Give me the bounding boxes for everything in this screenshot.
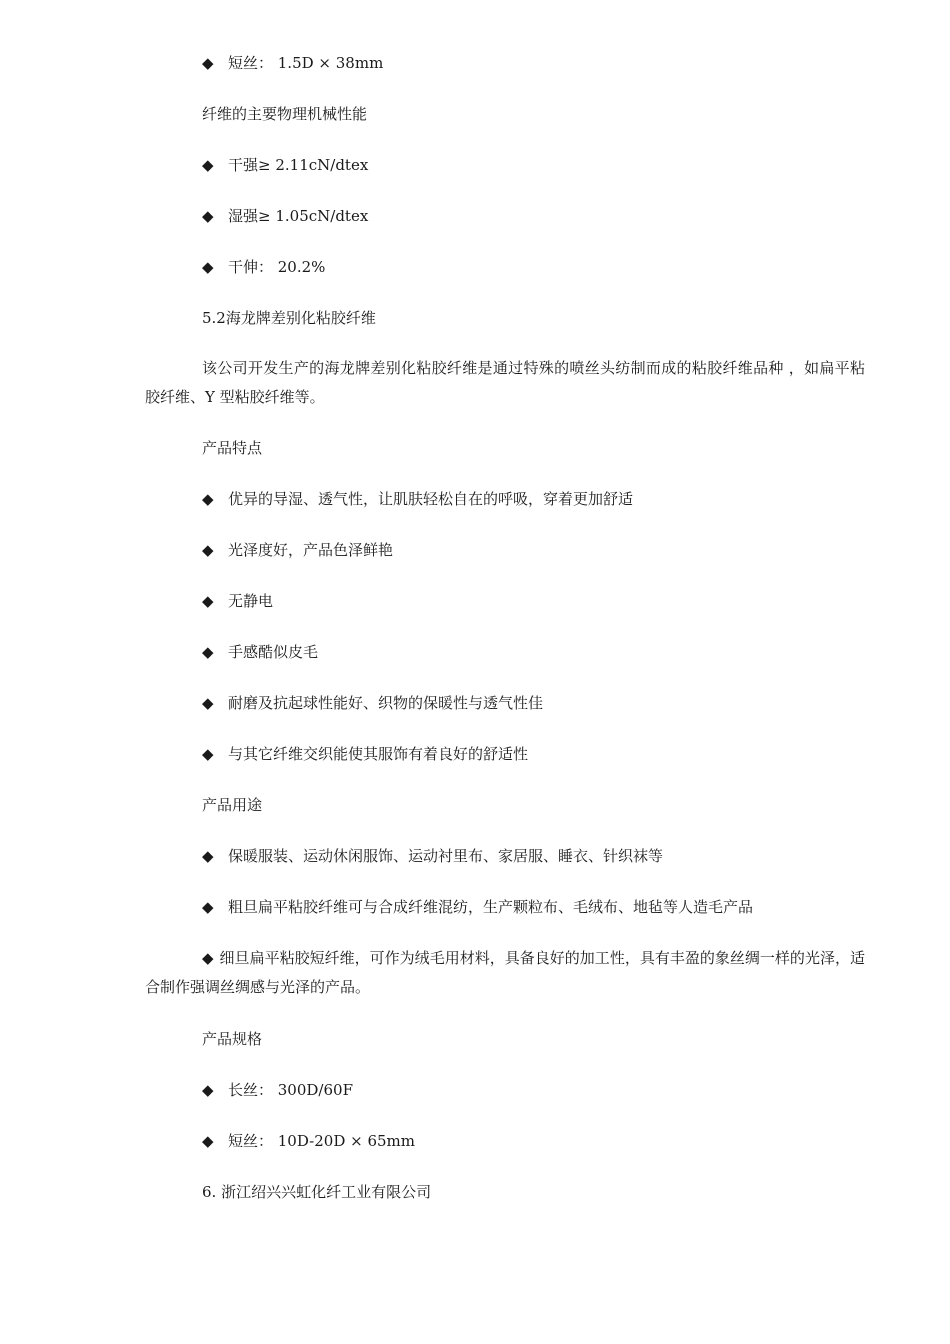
diamond-bullet-icon: ◆ bbox=[202, 1132, 214, 1150]
line-text: 耐磨及抗起球性能好、织物的保暖性与透气性佳 bbox=[228, 694, 544, 712]
spec-short-fiber-1 bbox=[202, 53, 383, 73]
use-item-coarse-denier bbox=[202, 897, 753, 917]
section-heading-features bbox=[202, 438, 262, 458]
feature-item-hand-feel bbox=[202, 642, 318, 662]
line-text: 5.2海龙牌差别化粘胶纤维 bbox=[202, 309, 376, 327]
line-text: 干强≥ 2.11cN/dtex bbox=[228, 156, 369, 174]
diamond-bullet-icon: ◆ bbox=[202, 1081, 214, 1099]
diamond-bullet-icon: ◆ bbox=[202, 949, 214, 967]
line-text: 优异的导湿、透气性，让肌肤轻松自在的呼吸，穿着更加舒适 bbox=[228, 490, 634, 508]
diamond-bullet-icon: ◆ bbox=[202, 694, 214, 712]
line-text: 长丝： 300D/60F bbox=[228, 1081, 353, 1099]
diamond-bullet-icon: ◆ bbox=[202, 54, 214, 72]
spec-dry-elongation bbox=[202, 257, 325, 277]
intro-paragraph bbox=[145, 354, 865, 412]
diamond-bullet-icon: ◆ bbox=[202, 745, 214, 763]
paragraph-text: 该公司开发生产的海龙牌差别化粘胶纤维是通过特殊的喷丝头纺制而成的粘胶纤维品种 ，如扁平粘胶纤维、Y 型粘胶纤维等。 bbox=[145, 359, 865, 406]
diamond-bullet-icon: ◆ bbox=[202, 156, 214, 174]
diamond-bullet-icon: ◆ bbox=[202, 898, 214, 916]
line-text: 湿强≥ 1.05cN/dtex bbox=[228, 207, 369, 225]
spec-filament bbox=[202, 1080, 353, 1100]
feature-item-comfort bbox=[202, 744, 528, 764]
feature-item-antistatic bbox=[202, 591, 273, 611]
line-text: 与其它纤维交织能使其服饰有着良好的舒适性 bbox=[228, 745, 529, 763]
diamond-bullet-icon: ◆ bbox=[202, 490, 214, 508]
feature-item-luster bbox=[202, 540, 393, 560]
line-text: 短丝： 10D-20D × 65mm bbox=[228, 1132, 415, 1150]
line-text: 产品用途 bbox=[202, 796, 263, 814]
line-text: 粗旦扁平粘胶纤维可与合成纤维混纺，生产颗粒布、毛绒布、地毡等人造毛产品 bbox=[228, 898, 754, 916]
diamond-bullet-icon: ◆ bbox=[202, 541, 214, 559]
spec-wet-strength bbox=[202, 206, 368, 226]
section-heading-6 bbox=[202, 1182, 431, 1202]
line-text: 产品特点 bbox=[202, 439, 263, 457]
spec-short-fiber-2 bbox=[202, 1131, 415, 1151]
diamond-bullet-icon: ◆ bbox=[202, 207, 214, 225]
feature-item-abrasion bbox=[202, 693, 543, 713]
diamond-bullet-icon: ◆ bbox=[202, 258, 214, 276]
use-item-fine-denier bbox=[145, 944, 865, 1002]
line-text: 纤维的主要物理机械性能 bbox=[202, 105, 368, 123]
line-text: 无静电 bbox=[228, 592, 274, 610]
line-text: 短丝： 1.5D × 38mm bbox=[228, 54, 384, 72]
section-heading-specs bbox=[202, 1029, 262, 1049]
line-text: 产品规格 bbox=[202, 1030, 263, 1048]
diamond-bullet-icon: ◆ bbox=[202, 592, 214, 610]
diamond-bullet-icon: ◆ bbox=[202, 643, 214, 661]
section-heading-uses bbox=[202, 795, 262, 815]
diamond-bullet-icon: ◆ bbox=[202, 847, 214, 865]
line-text: 干伸： 20.2% bbox=[228, 258, 326, 276]
section-heading-mechanical bbox=[202, 104, 367, 124]
use-item-apparel bbox=[202, 846, 663, 866]
section-heading-5-2 bbox=[202, 308, 376, 328]
feature-item-breathability bbox=[202, 489, 633, 509]
line-text: 保暖服装、运动休闲服饰、运动衬里布、家居服、睡衣、针织袜等 bbox=[228, 847, 664, 865]
line-text: 手感酷似皮毛 bbox=[228, 643, 319, 661]
paragraph-text: 细旦扁平粘胶短纤维，可作为绒毛用材料，具备良好的加工性，具有丰盈的象丝绸一样的光泽，适合制作强调丝绸感与光泽的产品。 bbox=[145, 949, 865, 996]
line-text: 光泽度好，产品色泽鲜艳 bbox=[228, 541, 394, 559]
line-text: 6. 浙江绍兴兴虹化纤工业有限公司 bbox=[202, 1183, 432, 1201]
spec-dry-strength bbox=[202, 155, 368, 175]
